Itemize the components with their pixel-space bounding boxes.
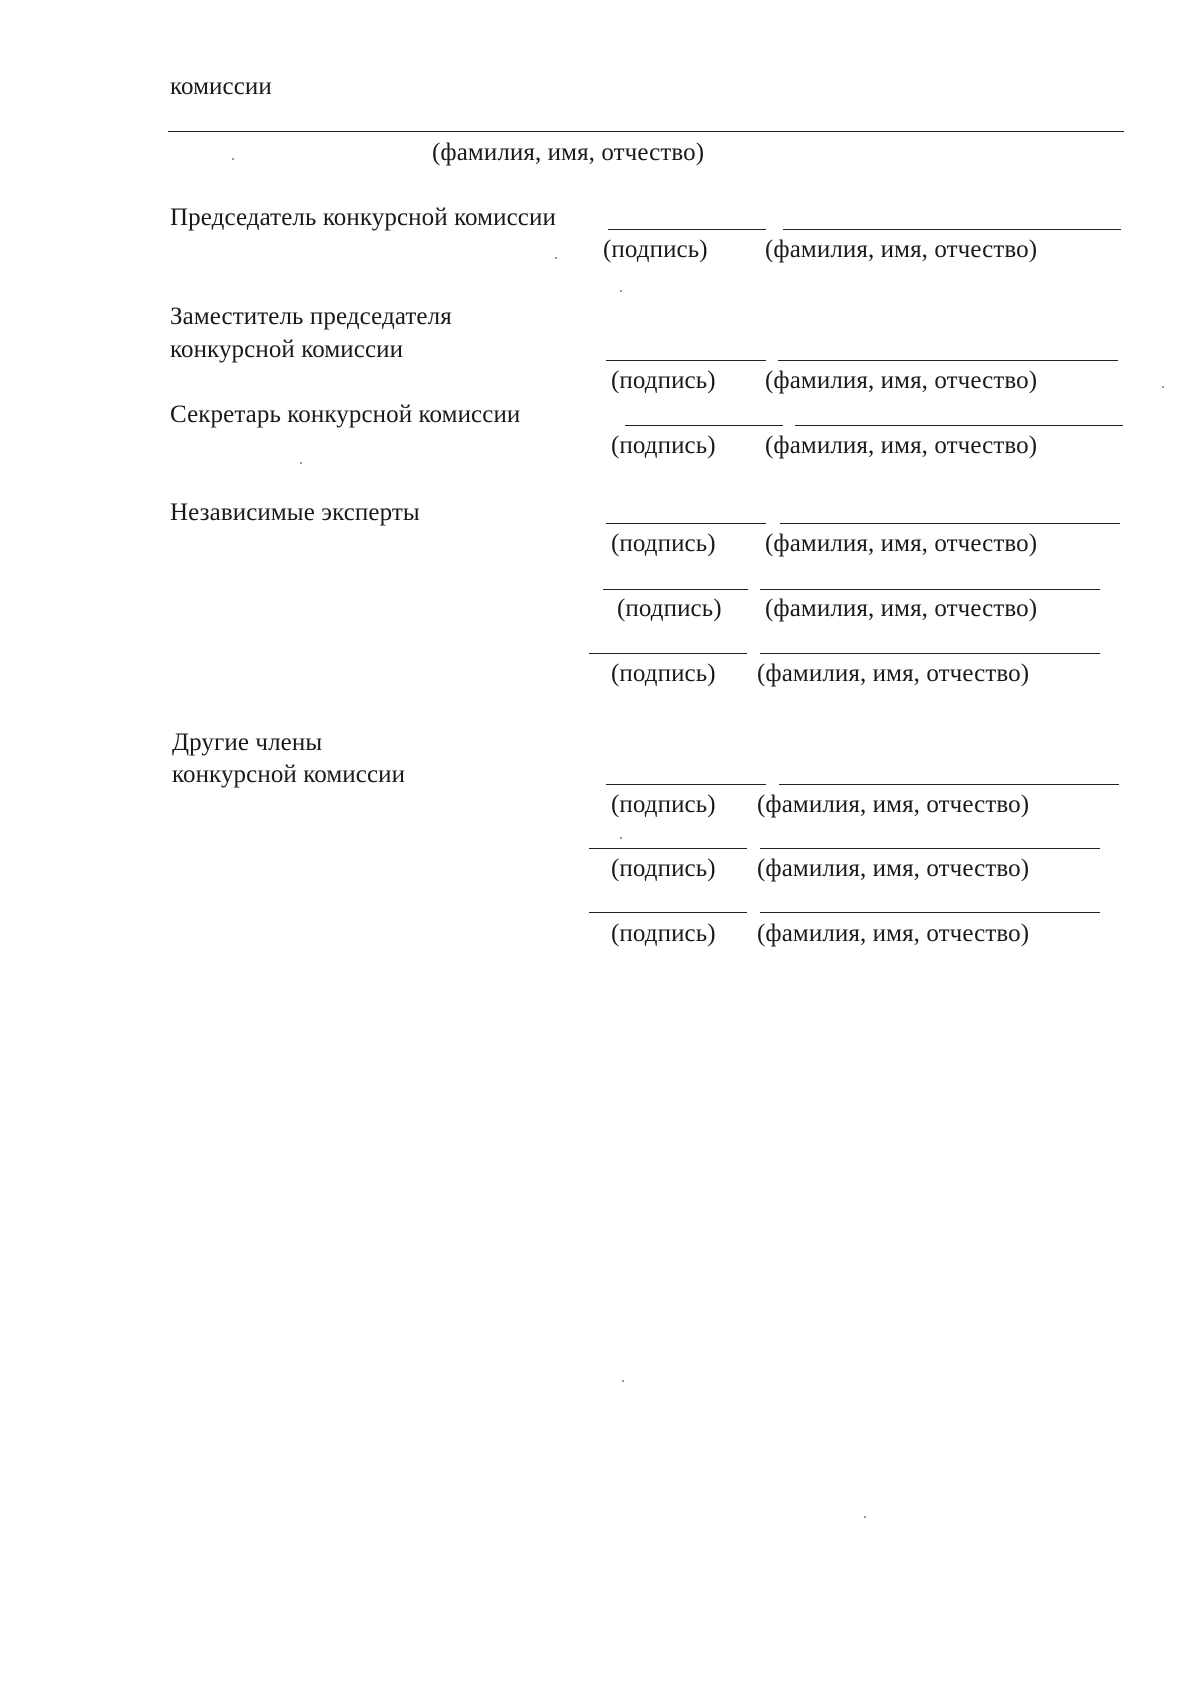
expert-2-signature-line <box>603 589 748 590</box>
scan-speck <box>620 837 622 839</box>
scan-speck <box>555 257 557 259</box>
deputy-signature-caption: (подпись) <box>611 367 716 394</box>
expert-1-signature-caption: (подпись) <box>611 530 716 557</box>
expert-1-name-caption: (фамилия, имя, отчество) <box>765 530 1038 557</box>
expert-2-name-line <box>760 589 1100 590</box>
chairman-label: Председатель конкурсной комиссии <box>170 204 556 231</box>
chairman-signature-caption: (подпись) <box>603 236 708 263</box>
chairman-name-line <box>783 229 1121 230</box>
header-word: комиссии <box>170 73 272 100</box>
secretary-signature-line <box>625 425 783 426</box>
scan-speck <box>622 1380 624 1382</box>
expert-3-name-line <box>760 653 1100 654</box>
other-1-name-line <box>779 784 1119 785</box>
chairman-signature-line <box>608 229 766 230</box>
scan-speck <box>232 158 234 160</box>
scan-speck <box>864 1516 866 1518</box>
expert-3-signature-line <box>589 653 747 654</box>
secretary-signature-caption: (подпись) <box>611 432 716 459</box>
expert-3-name-caption: (фамилия, имя, отчество) <box>757 660 1030 687</box>
other-3-name-line <box>760 912 1100 913</box>
scan-speck <box>620 290 622 292</box>
secretary-name-caption: (фамилия, имя, отчество) <box>765 432 1038 459</box>
secretary-name-line <box>795 425 1123 426</box>
secretary-label: Секретарь конкурсной комиссии <box>170 401 521 428</box>
expert-2-name-caption: (фамилия, имя, отчество) <box>765 595 1038 622</box>
other-2-signature-caption: (подпись) <box>611 855 716 882</box>
deputy-signature-line <box>606 360 766 361</box>
other-2-signature-line <box>589 848 747 849</box>
other-3-signature-caption: (подпись) <box>611 920 716 947</box>
scan-speck <box>300 462 302 464</box>
header-name-line <box>168 131 1124 132</box>
experts-label: Независимые эксперты <box>170 499 420 526</box>
others-label-line1: Другие члены <box>172 729 323 756</box>
other-1-signature-line <box>606 784 766 785</box>
other-3-signature-line <box>589 912 747 913</box>
scan-speck <box>1162 386 1164 388</box>
others-label-line2: конкурсной комиссии <box>172 761 406 788</box>
expert-3-signature-caption: (подпись) <box>611 660 716 687</box>
header-name-caption: (фамилия, имя, отчество) <box>432 139 705 166</box>
deputy-name-caption: (фамилия, имя, отчество) <box>765 367 1038 394</box>
deputy-label-line1: Заместитель председателя <box>170 303 452 330</box>
other-2-name-line <box>760 848 1100 849</box>
expert-2-signature-caption: (подпись) <box>617 595 722 622</box>
chairman-name-caption: (фамилия, имя, отчество) <box>765 236 1038 263</box>
deputy-label-line2: конкурсной комиссии <box>170 336 404 363</box>
other-1-name-caption: (фамилия, имя, отчество) <box>757 791 1030 818</box>
other-1-signature-caption: (подпись) <box>611 791 716 818</box>
other-3-name-caption: (фамилия, имя, отчество) <box>757 920 1030 947</box>
expert-1-signature-line <box>606 523 766 524</box>
expert-1-name-line <box>780 523 1120 524</box>
deputy-name-line <box>778 360 1118 361</box>
other-2-name-caption: (фамилия, имя, отчество) <box>757 855 1030 882</box>
